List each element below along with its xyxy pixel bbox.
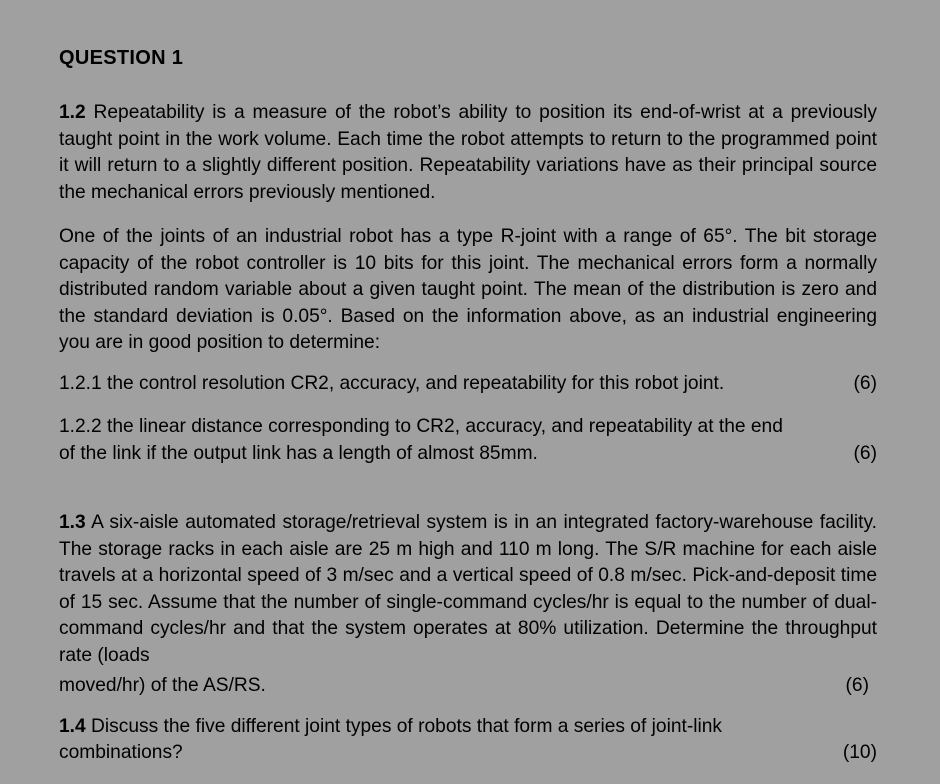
q121-marks: (6) — [853, 373, 877, 394]
q14-item — [59, 714, 877, 741]
q14-last-line: combinations? — [59, 742, 183, 763]
question-heading: QUESTION 1 — [59, 47, 184, 69]
q13-marks: (6) — [845, 675, 869, 696]
q14-number: 1.4 — [59, 716, 86, 737]
q12-number: 1.2 — [59, 102, 86, 123]
q14-last-row — [59, 740, 877, 767]
q122-marks: (6) — [853, 442, 877, 464]
q13-last-row — [59, 673, 877, 700]
q13-text: A six-aisle automated storage/retrieval system is in an integrated factory-warehouse facility. The storage racks in each aisle are 25 m high and 110 m long. The S/R machine for each aisle travels at a horizontal speed of 3 m/sec and a vertical speed of 0.8 m/sec. Pick-and-deposit time of 15 sec. Assume that the number of single-command cycles/hr is equal to the number of dual-command cycles/hr and that the system operates at 80% utilization. Determine the throughput rate (loads — [59, 512, 877, 666]
q14-marks: (10) — [842, 742, 877, 763]
q14-text: Discuss the five different joint types of robots that form a series of joint-link — [91, 716, 723, 737]
q122-line2: of the link if the output link has a length of almost 85mm. — [59, 442, 538, 464]
q13-item — [59, 510, 877, 670]
q12-intro — [59, 100, 877, 206]
q121-item — [59, 371, 877, 398]
q121-text: 1.2.1 the control resolution CR2, accuracy, and repeatability for this robot joint. — [59, 373, 725, 394]
q122-item — [59, 414, 877, 467]
q13-number: 1.3 — [59, 512, 86, 533]
q12-intro-text: Repeatability is a measure of the robot’s ability to position its end-of-wrist at a previously taught point in the work volume. Each time the robot attempts to return to the programmed point it will return to a slightly different position. Repeatability variations have as their principal source the mechanical errors previously mentioned. — [59, 102, 877, 203]
q13-last-line: moved/hr) of the AS/RS. — [59, 675, 266, 696]
q12-problem: One of the joints of an industrial robot has a type R-joint with a range of 65°. The bit storage capacity of the robot controller is 10 bits for this joint. The mechanical errors form a normally distributed random variable about a given taught point. The mean of the distribution is zero and the standard deviation is 0.05°. Based on the information above, as an industrial engineering you are in good position to determine: — [59, 226, 877, 354]
q122-line1: 1.2.2 the linear distance corresponding to CR2, accuracy, and repeatability at the end — [59, 416, 783, 437]
